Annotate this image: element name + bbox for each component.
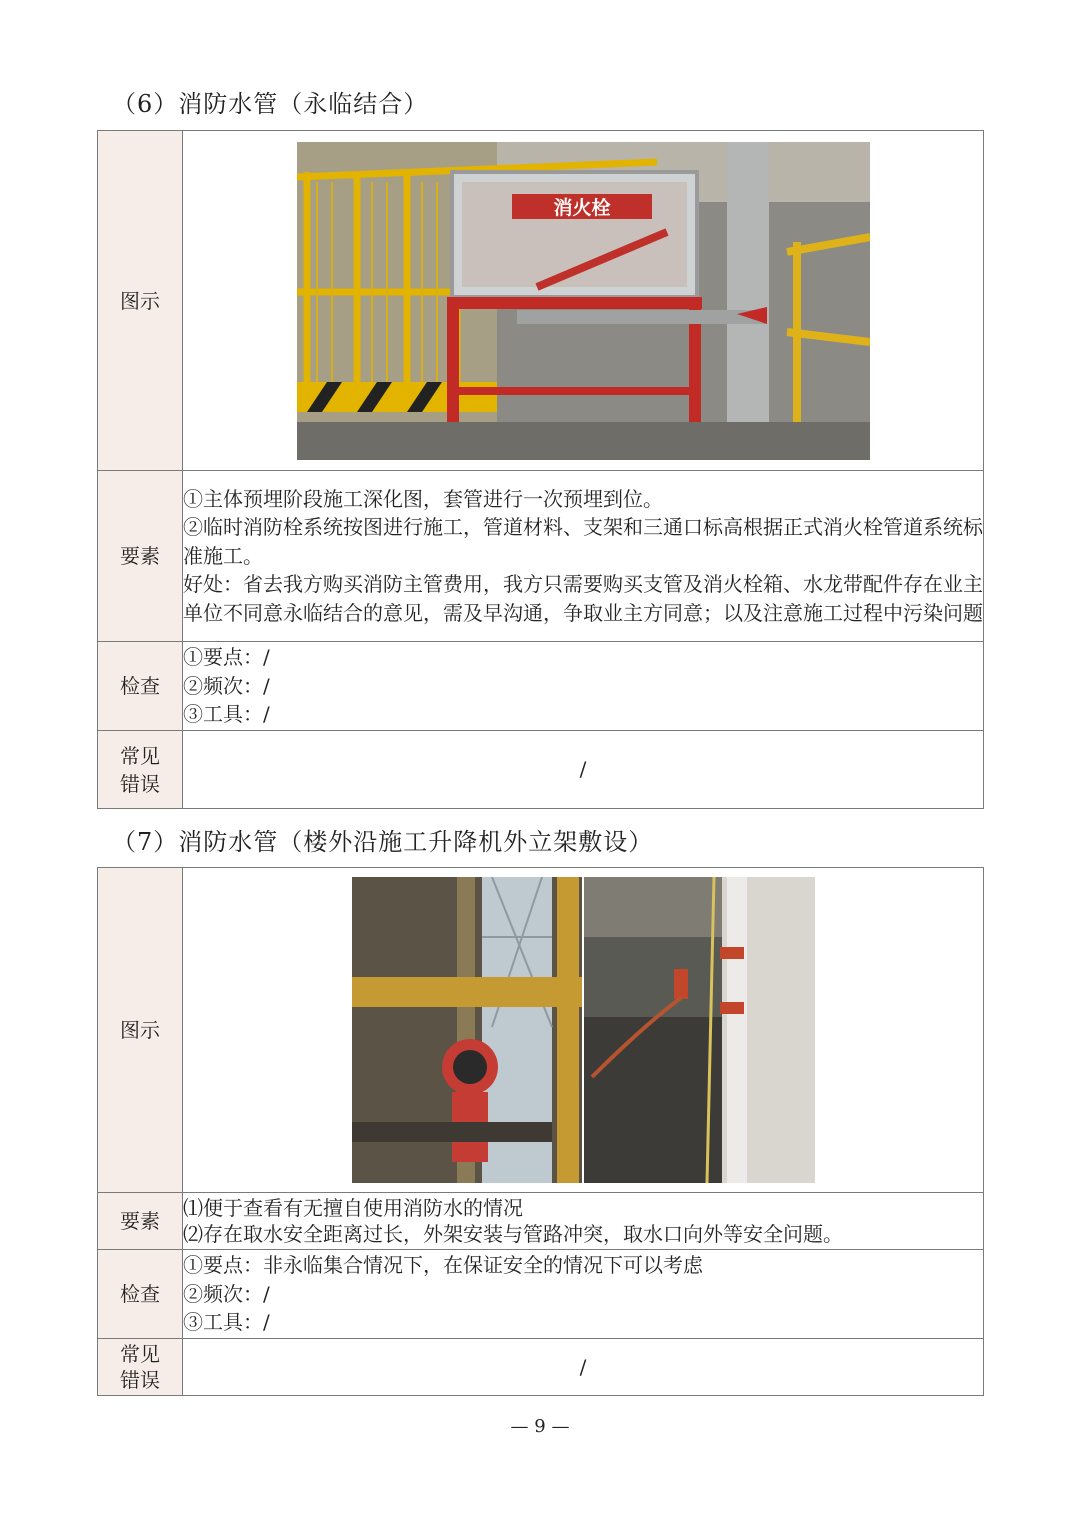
errors-label: 常见 错误 (98, 1339, 183, 1396)
section-7-title: （7）消防水管（楼外沿施工升降机外立架敷设） (112, 828, 654, 856)
figure-label: 图示 (98, 131, 183, 471)
check-line: ①要点：/ (183, 645, 270, 670)
figure-label: 图示 (98, 868, 183, 1193)
section-6-table (97, 130, 984, 809)
elements-cell (183, 471, 984, 642)
check-label: 检查 (98, 642, 183, 731)
check-line: ③工具：/ (183, 1310, 270, 1335)
element-line: ①主体预埋阶段施工深化图，套管进行一次预埋到位。 (183, 486, 663, 511)
pipe-installation-photo (352, 877, 815, 1183)
errors-label: 常见 错误 (98, 731, 183, 809)
check-line: ①要点：非永临集合情况下，在保证安全的情况下可以考虑 (183, 1253, 703, 1278)
fire-hydrant-photo (297, 142, 870, 460)
figure-cell (183, 131, 984, 471)
errors-cell: / (183, 731, 984, 809)
elements-cell (183, 1193, 984, 1250)
section-7-table (97, 867, 984, 1396)
figure-cell (183, 868, 984, 1193)
element-line: ⑵存在取水安全距离过长，外架安装与管路冲突，取水口向外等安全问题。 (183, 1222, 843, 1246)
element-line: ⑴便于查看有无擅自使用消防水的情况 (183, 1196, 523, 1220)
section-6-title: （6）消防水管（永临结合） (112, 90, 429, 118)
check-line: ③工具：/ (183, 702, 270, 727)
check-cell (183, 1250, 984, 1339)
element-line: ②临时消防栓系统按图进行施工，管道材料、支架和三通口标高根据正式消火栓管道系统标准施工。 (183, 515, 983, 568)
elements-label: 要素 (98, 1193, 183, 1250)
check-line: ②频次：/ (183, 1281, 270, 1306)
check-line: ②频次：/ (183, 673, 270, 698)
hydrant-sign-text: 消火栓 (552, 196, 611, 219)
errors-cell: / (183, 1339, 984, 1396)
check-label: 检查 (98, 1250, 183, 1339)
check-cell (183, 642, 984, 731)
elements-label: 要素 (98, 471, 183, 642)
element-line: 好处：省去我方购买消防主管费用，我方只需要购买支管及消火栓箱、水龙带配件存在业主单位不同意永临结合的意见，需及早沟通，争取业主方同意；以及注意施工过程中污染问题 (183, 572, 983, 625)
page-number: — 9 — (510, 1416, 570, 1437)
